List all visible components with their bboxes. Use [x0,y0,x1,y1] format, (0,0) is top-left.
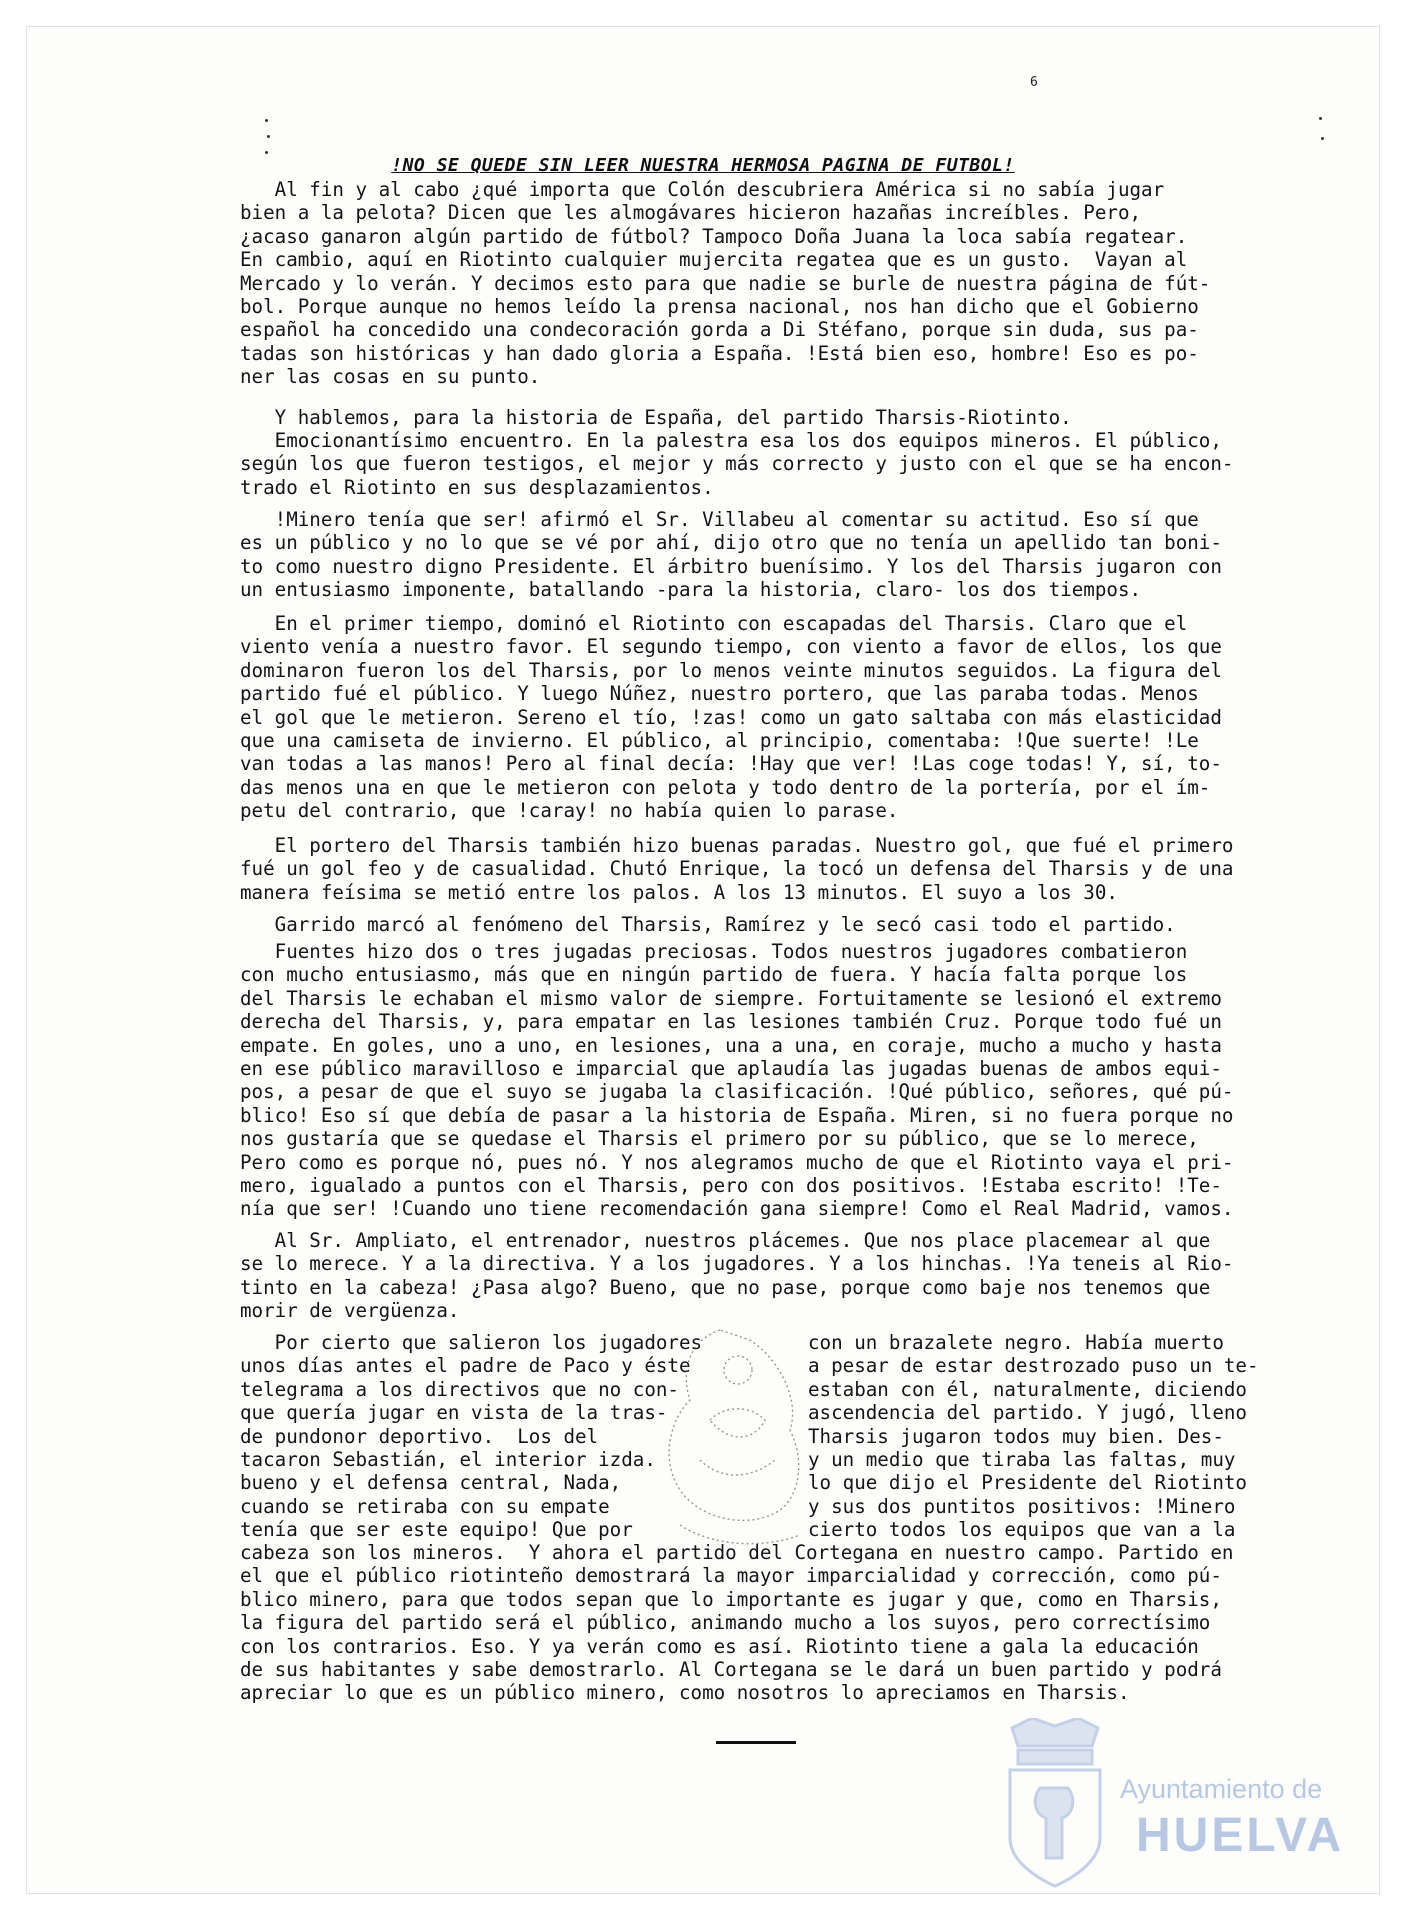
ink-speck [267,135,270,138]
end-rule [716,1741,796,1744]
page-number: 6 [1030,75,1038,90]
closing-paragraph: cabeza son los mineros. Y ahora el partido del Cortegana en nuestro campo. Partido en el que el público riotinteño demostrará la mayor imparcialidad y corrección, como pú- blico minero, para que todos sepan que lo importante es jugar y que, como en Tharsis, la figura del partido será el público, animando mucho a los suyos, pero correctísimo con los contrarios. Eso. Y ya verán como es así. Riotinto tiene a gala la educación de sus habitantes y sabe demostrarlo. Al Cortegana se le dará un buen partido y podrá apreciar lo que es un público minero, como nosotros lo apreciamos en Tharsis. [240,1541,1234,1705]
ink-speck [265,151,268,154]
ink-speck [265,119,268,122]
page-title: !NO SE QUEDE SIN LEER NUESTRA HERMOSA PAGINA DE FUTBOL! [391,155,1015,176]
paragraph: El portero del Tharsis también hizo buenas paradas. Nuestro gol, que fué el primero fué un gol feo y de casualidad. Chutó Enrique, la tocó un defensa del Tharsis y de una manera feísima se metió entre los palos. A los 13 minutos. El suyo a los 30. [240,834,1234,904]
ink-speck [1319,117,1322,120]
paragraph: Al Sr. Ampliato, el entrenador, nuestros plácemes. Que nos place placemear al que se lo merece. Y a la directiva. Y a los jugadores. Y a los hinchas. !Ya teneis al Rio- tinto en la cabeza! ¿Pasa algo? Bueno, que no pase, porque como baje nos tenemos que morir de vergüenza. [240,1229,1234,1323]
right-column-text: con un brazalete negro. Había muerto a pesar de estar destrozado puso un te- estaban con él, naturalmente, diciendo ascendencia del partido. Y jugó, lleno Tharsis jugaron todos muy bien. Des- y un medio que tiraba las faltas, muy lo que dijo el Presidente del Riotinto y sus dos puntitos positivos: !Minero cierto todos los equipos que van a la [808,1331,1259,1542]
paragraph: Emocionantísimo encuentro. En la palestra esa los dos equipos mineros. El público, según los que fueron testigos, el mejor y más correcto y justo con el que se ha encon- trado el Riotinto en sus desplazamientos. [240,429,1234,499]
paragraph: Al fin y al cabo ¿qué importa que Colón descubriera América si no sabía jugar bien a la pelota? Dicen que les almogávares hicieron hazañas increíbles. Pero, ¿acaso ganaron algún partido de fútbol? Tampoco Doña Juana la loca sabía regatear. En cambio, aquí en Riotinto cualquier mujercita regatea que es un gusto. Vayan al Mercado y lo verán. Y decimos esto para que nadie se burle de nuestra página de fút- bol. Porque aunque no hemos leído la prensa nacional, nos han dicho que el Gobierno español ha concedido una condecoración gorda a Di Stéfano, porque sin duda, sus pa- tadas son históricas y han dado gloria a España. !Está bien eso, hombre! Eso es po- ner las cosas en su punto. [240,178,1211,389]
faded-sketch-illustration [650,1310,810,1560]
paragraph: En el primer tiempo, dominó el Riotinto con escapadas del Tharsis. Claro que el viento venía a nuestro favor. El segundo tiempo, con viento a favor de ellos, los que dominaron fueron los del Tharsis, por lo menos veinte minutos seguidos. La figura del partido fué el público. Y luego Núñez, nuestro portero, que las paraba todas. Menos el gol que le metieron. Sereno el tío, !zas! como un gato saltaba con más elasticidad que una camiseta de invierno. El público, al principio, comentaba: !Que suerte! !Le van todas a las manos! Pero al final decía: !Hay que ver! !Las coge todas! Y, sí, to- das menos una en que le metieron con pelota y todo dentro de la portería, por el ím- petu del contrario, que !caray! no había quien lo parase. [240,612,1222,823]
paragraph: Y hablemos, para la historia de España, del partido Tharsis-Riotinto. [240,406,1072,429]
paragraph: !Minero tenía que ser! afirmó el Sr. Villabeu al comentar su actitud. Eso sí que es un público y no lo que se vé por ahí, dijo otro que no tenía un apellido tan boni- to como nuestro digno Presidente. El árbitro buenísimo. Y los del Tharsis jugaron con un entusiasmo imponente, batallando -para la historia, claro- los dos tiempos. [240,508,1222,602]
ink-speck [1321,137,1324,140]
left-column-text: Por cierto que salieron los jugadores unos días antes el padre de Paco y éste telegrama a los directivos que no con- que quería jugar en vista de la tras- de pundonor deportivo. Los del tacaron Sebastián, el interior izda. bueno y el defensa central, Nada, cuando se retiraba con su empate tenía que ser este equipo! Que por [240,1331,703,1542]
watermark-line-2: HUELVA [1136,1809,1345,1862]
watermark-line-1: Ayuntamiento de [1120,1774,1323,1804]
paragraph: Fuentes hizo dos o tres jugadas preciosas. Todos nuestros jugadores combatieron con mucho entusiasmo, más que en ningún partido de fuera. Y hacía falta porque los del Tharsis le echaban el mismo valor de siempre. Fortuitamente se lesionó el extremo derecha del Tharsis, y, para empatar en las lesiones también Cruz. Porque todo fué un empate. En goles, uno a uno, en lesiones, una a una, en coraje, mucho a mucho y hasta en ese público maravilloso e imparcial que aplaudía las jugadas buenas de ambos equi- pos, a pesar de que el suyo se jugaba la clasificación. !Qué público, señores, qué pú- blico! Eso sí que debía de pasar a la historia de España. Miren, si no fuera porque no nos gustaría que se quedase el Tharsis el primero por su público, que se lo merece, Pero como es porque nó, pues nó. Y nos alegramos mucho de que el Riotinto vaya el pri- mero, igualado a puntos con el Tharsis, pero con dos positivos. !Estaba escrito! !Te- nía que ser! !Cuando uno tiene recomendación gana siempre! Como el Real Madrid, vamos. [240,940,1234,1221]
paragraph: Garrido marcó al fenómeno del Tharsis, Ramírez y le secó casi todo el partido. [240,913,1176,936]
coat-of-arms-watermark [1002,1718,1108,1888]
